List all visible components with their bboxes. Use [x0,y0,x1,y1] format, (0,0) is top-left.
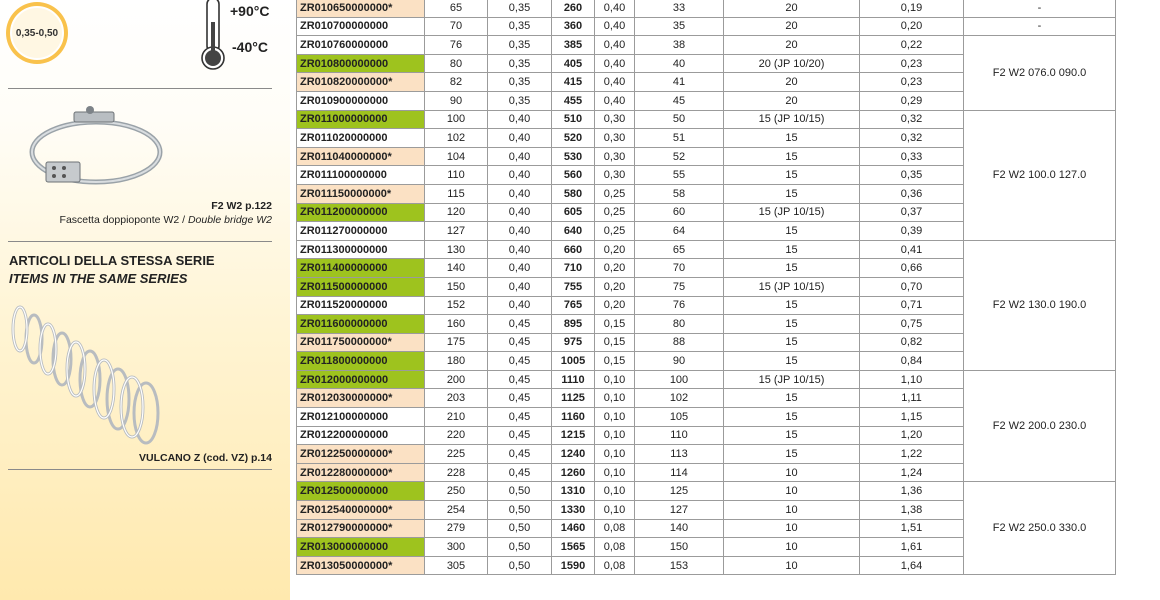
table-cell: 76 [425,36,488,55]
sidebar [0,0,290,600]
table-cell: 10 [724,501,860,520]
clamp-code-cell: - [964,17,1116,36]
product-code: ZR010760000000 [297,36,425,55]
product-code: ZR011200000000 [297,203,425,222]
product-code: ZR012030000000* [297,389,425,408]
table-cell: 40 [635,54,724,73]
table-cell: 127 [635,501,724,520]
table-cell: 0,35 [488,91,552,110]
table-cell: 140 [425,259,488,278]
table-cell: 160 [425,315,488,334]
table-cell: 0,40 [488,110,552,129]
table-cell: 0,20 [860,17,964,36]
table-cell: 0,15 [595,315,635,334]
table-cell: 102 [425,129,488,148]
product-code: ZR011600000000 [297,315,425,334]
table-cell: 220 [425,426,488,445]
table-cell: 1,36 [860,482,964,501]
table-cell: 10 [724,519,860,538]
table-cell: 1590 [552,556,595,575]
divider [8,469,272,470]
table-cell: 0,35 [488,0,552,17]
table-cell: 15 [724,259,860,278]
table-cell: 15 [724,352,860,371]
table-cell: 1460 [552,519,595,538]
table-cell: 20 [724,73,860,92]
table-cell: 385 [552,36,595,55]
product-code: ZR010820000000* [297,73,425,92]
table-cell: 0,10 [595,370,635,389]
table-cell: 15 [724,333,860,352]
table-cell: 0,40 [488,147,552,166]
table-cell: 0,45 [488,408,552,427]
product-code: ZR013000000000 [297,538,425,557]
clamp-code-cell: F2 W2 100.0 127.0 [964,110,1116,240]
table-cell: 120 [425,203,488,222]
table-cell: 0,50 [488,556,552,575]
table-cell: 0,08 [595,538,635,557]
clamp-code-cell: F2 W2 250.0 330.0 [964,482,1116,575]
table-cell: 0,30 [595,166,635,185]
product-code: ZR012280000000* [297,463,425,482]
clamp-description-it: Fascetta doppioponte W2 / [59,214,188,226]
table-cell: 15 (JP 10/15) [724,370,860,389]
table-cell: 82 [425,73,488,92]
table-cell: 15 (JP 10/15) [724,277,860,296]
clamp-code-cell: F2 W2 076.0 090.0 [964,36,1116,110]
table-cell: 0,19 [860,0,964,17]
table-cell: 0,45 [488,370,552,389]
table-cell: 0,35 [860,166,964,185]
table-cell: 15 [724,445,860,464]
table-cell: 0,29 [860,91,964,110]
table-cell: 755 [552,277,595,296]
product-table [296,0,1116,575]
product-code: ZR012790000000* [297,519,425,538]
thickness-badge [6,2,68,64]
table-cell: 0,50 [488,482,552,501]
table-cell: 0,25 [595,222,635,241]
table-cell: 605 [552,203,595,222]
product-code: ZR011400000000 [297,259,425,278]
table-cell: 0,30 [595,147,635,166]
table-cell: 130 [425,240,488,259]
clamp-description [60,213,272,227]
table-cell: 20 (JP 10/20) [724,54,860,73]
table-cell: 0,30 [595,110,635,129]
product-code: ZR011750000000* [297,333,425,352]
clamp-code-cell: - [964,0,1116,17]
table-cell: 1,11 [860,389,964,408]
product-code: ZR011270000000 [297,222,425,241]
table-cell: 0,40 [488,222,552,241]
table-cell: 80 [635,315,724,334]
table-cell: 1,24 [860,463,964,482]
temperature-min: -40°C [232,39,268,55]
table-cell: 15 [724,147,860,166]
table-cell: 660 [552,240,595,259]
table-cell: 0,40 [488,259,552,278]
table-cell: 0,15 [595,352,635,371]
table-cell: 0,70 [860,277,964,296]
table-cell: 1005 [552,352,595,371]
table-cell: 520 [552,129,595,148]
table-cell: 15 [724,166,860,185]
table-cell: 0,10 [595,501,635,520]
table-cell: 0,45 [488,445,552,464]
table-cell: 90 [635,352,724,371]
table-cell: 360 [552,17,595,36]
table-cell: 0,25 [595,203,635,222]
table-cell: 0,40 [595,17,635,36]
table-cell: 45 [635,91,724,110]
table-cell: 300 [425,538,488,557]
table-cell: 152 [425,296,488,315]
table-cell: 0,10 [595,445,635,464]
table-cell: 0,40 [488,296,552,315]
table-cell: 90 [425,91,488,110]
table-cell: 0,45 [488,389,552,408]
table-cell: 0,23 [860,73,964,92]
table-cell: 228 [425,463,488,482]
table-cell: 710 [552,259,595,278]
table-cell: 0,36 [860,184,964,203]
clamp-reference: F2 W2 p.122 [211,200,272,212]
table-cell: 1260 [552,463,595,482]
table-cell: 15 [724,184,860,203]
table-cell: 0,25 [595,184,635,203]
temperature-max: +90°C [230,3,270,19]
table-cell: 415 [552,73,595,92]
table-cell: 203 [425,389,488,408]
table-row [297,0,1116,17]
table-cell: 0,45 [488,333,552,352]
table-cell: 0,08 [595,556,635,575]
table-cell: 0,30 [595,129,635,148]
product-code: ZR011100000000 [297,166,425,185]
table-cell: 15 [724,240,860,259]
table-cell: 15 [724,129,860,148]
table-cell: 1125 [552,389,595,408]
divider [8,241,272,242]
table-cell: 10 [724,556,860,575]
table-cell: 0,40 [488,277,552,296]
vulcano-hose-image [8,303,173,451]
table-cell: 1,22 [860,445,964,464]
table-cell: 765 [552,296,595,315]
table-cell: 0,20 [595,277,635,296]
table-cell: 0,23 [860,54,964,73]
table-cell: 0,20 [595,259,635,278]
table-cell: 1110 [552,370,595,389]
table-cell: 0,50 [488,538,552,557]
table-cell: 0,08 [595,519,635,538]
product-code: ZR010800000000 [297,54,425,73]
table-cell: 0,33 [860,147,964,166]
table-cell: 1,20 [860,426,964,445]
table-cell: 15 [724,222,860,241]
table-cell: 0,82 [860,333,964,352]
table-cell: 0,32 [860,110,964,129]
table-cell: 125 [635,482,724,501]
table-cell: 0,50 [488,501,552,520]
table-cell: 0,20 [595,296,635,315]
table-cell: 104 [425,147,488,166]
table-cell: 1240 [552,445,595,464]
table-cell: 640 [552,222,595,241]
table-cell: 0,75 [860,315,964,334]
product-code: ZR012540000000* [297,501,425,520]
table-cell: 0,40 [595,0,635,17]
table-cell: 0,84 [860,352,964,371]
table-cell: 0,40 [488,166,552,185]
table-cell: 455 [552,91,595,110]
table-cell: 530 [552,147,595,166]
table-cell: 110 [425,166,488,185]
table-cell: 80 [425,54,488,73]
table-cell: 405 [552,54,595,73]
same-series-title-en: ITEMS IN THE SAME SERIES [9,271,188,286]
table-cell: 0,40 [488,184,552,203]
table-cell: 260 [552,0,595,17]
table-cell: 76 [635,296,724,315]
table-cell: 1565 [552,538,595,557]
table-cell: 58 [635,184,724,203]
table-cell: 64 [635,222,724,241]
table-cell: 15 [724,296,860,315]
product-code: ZR011150000000* [297,184,425,203]
table-cell: 0,40 [488,240,552,259]
table-cell: 20 [724,91,860,110]
product-code: ZR011020000000 [297,129,425,148]
divider [8,88,272,89]
table-cell: 114 [635,463,724,482]
table-cell: 0,10 [595,482,635,501]
table-cell: 305 [425,556,488,575]
table-cell: 1215 [552,426,595,445]
table-cell: 0,40 [595,54,635,73]
table-cell: 100 [425,110,488,129]
table-cell: 140 [635,519,724,538]
table-cell: 102 [635,389,724,408]
table-cell: 127 [425,222,488,241]
table-cell: 15 [724,408,860,427]
product-code: ZR012500000000 [297,482,425,501]
product-code: ZR012000000000 [297,370,425,389]
table-cell: 20 [724,0,860,17]
table-cell: 0,10 [595,389,635,408]
table-cell: 150 [635,538,724,557]
table-cell: 0,41 [860,240,964,259]
table-cell: 55 [635,166,724,185]
table-cell: 70 [425,17,488,36]
table-cell: 0,66 [860,259,964,278]
table-cell: 115 [425,184,488,203]
table-cell: 0,35 [488,73,552,92]
table-row [297,110,1116,129]
table-cell: 153 [635,556,724,575]
table-cell: 0,32 [860,129,964,148]
table-cell: 0,45 [488,426,552,445]
table-cell: 15 [724,426,860,445]
table-cell: 580 [552,184,595,203]
table-cell: 0,45 [488,463,552,482]
table-row [297,482,1116,501]
table-cell: 0,45 [488,352,552,371]
table-cell: 0,22 [860,36,964,55]
clamp-description-en: Double bridge W2 [187,214,272,226]
table-cell: 150 [425,277,488,296]
table-cell: 0,35 [488,36,552,55]
table-cell: 279 [425,519,488,538]
product-code: ZR011300000000 [297,240,425,259]
table-cell: 0,40 [488,203,552,222]
table-cell: 50 [635,110,724,129]
table-cell: 0,40 [595,91,635,110]
table-cell: 0,35 [488,17,552,36]
clamp-code-cell: F2 W2 200.0 230.0 [964,370,1116,482]
table-cell: 1330 [552,501,595,520]
table-cell: 1,51 [860,519,964,538]
table-cell: 200 [425,370,488,389]
product-code: ZR011800000000 [297,352,425,371]
table-cell: 250 [425,482,488,501]
table-cell: 10 [724,482,860,501]
table-cell: 65 [635,240,724,259]
table-row [297,370,1116,389]
table-cell: 1,15 [860,408,964,427]
table-cell: 20 [724,17,860,36]
table-cell: 100 [635,370,724,389]
table-cell: 0,40 [595,36,635,55]
product-code: ZR010900000000 [297,91,425,110]
table-cell: 895 [552,315,595,334]
table-cell: 41 [635,73,724,92]
product-code: ZR012100000000 [297,408,425,427]
table-cell: 35 [635,17,724,36]
table-cell: 65 [425,0,488,17]
table-cell: 0,45 [488,315,552,334]
table-cell: 975 [552,333,595,352]
double-bridge-clamp-image [14,100,164,200]
table-cell: 51 [635,129,724,148]
thickness-badge-label: 0,35-0,50 [10,6,64,60]
table-cell: 180 [425,352,488,371]
table-cell: 0,10 [595,408,635,427]
table-cell: 70 [635,259,724,278]
table-cell: 0,10 [595,426,635,445]
table-cell: 0,50 [488,519,552,538]
table-cell: 15 (JP 10/15) [724,110,860,129]
table-cell: 1310 [552,482,595,501]
table-cell: 0,40 [488,129,552,148]
table-cell: 33 [635,0,724,17]
same-series-heading [9,252,215,288]
table-cell: 0,71 [860,296,964,315]
table-cell: 52 [635,147,724,166]
table-cell: 254 [425,501,488,520]
table-cell: 210 [425,408,488,427]
related-item-label: VULCANO Z (cod. VZ) p.14 [138,452,272,464]
table-row [297,240,1116,259]
table-cell: 175 [425,333,488,352]
table-cell: 0,10 [595,463,635,482]
table-cell: 0,39 [860,222,964,241]
product-code: ZR011500000000 [297,277,425,296]
table-row [297,17,1116,36]
table-cell: 1,61 [860,538,964,557]
table-cell: 10 [724,463,860,482]
table-cell: 105 [635,408,724,427]
table-cell: 10 [724,538,860,557]
table-cell: 20 [724,36,860,55]
product-code: ZR011520000000 [297,296,425,315]
table-cell: 0,20 [595,240,635,259]
table-cell: 1,10 [860,370,964,389]
product-code: ZR012250000000* [297,445,425,464]
table-cell: 1160 [552,408,595,427]
table-cell: 0,37 [860,203,964,222]
table-cell: 88 [635,333,724,352]
table-cell: 0,15 [595,333,635,352]
table-cell: 60 [635,203,724,222]
same-series-title-it: ARTICOLI DELLA STESSA SERIE [9,253,215,268]
table-cell: 110 [635,426,724,445]
table-cell: 510 [552,110,595,129]
product-code: ZR013050000000* [297,556,425,575]
product-code: ZR011000000000 [297,110,425,129]
table-cell: 113 [635,445,724,464]
table-cell: 225 [425,445,488,464]
table-cell: 15 [724,315,860,334]
table-cell: 1,38 [860,501,964,520]
table-cell: 15 (JP 10/15) [724,203,860,222]
product-code: ZR011040000000* [297,147,425,166]
table-cell: 75 [635,277,724,296]
table-row [297,36,1116,55]
clamp-code-cell: F2 W2 130.0 190.0 [964,240,1116,370]
table-cell: 38 [635,36,724,55]
product-code: ZR010650000000* [297,0,425,17]
table-cell: 560 [552,166,595,185]
table-cell: 1,64 [860,556,964,575]
table-cell: 0,35 [488,54,552,73]
table-cell: 15 [724,389,860,408]
product-code: ZR010700000000 [297,17,425,36]
table-cell: 0,40 [595,73,635,92]
thermometer-icon [196,0,230,72]
product-code: ZR012200000000 [297,426,425,445]
